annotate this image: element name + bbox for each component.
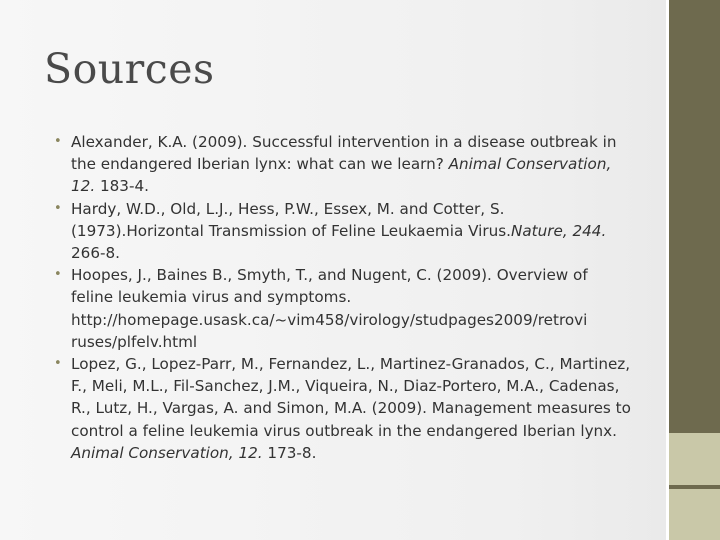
reference-journal: Animal Conservation, 12. [71, 155, 612, 196]
reference-pages: 266-8. [71, 244, 120, 263]
reference-item [54, 131, 634, 198]
reference-list [54, 131, 634, 464]
reference-pages: 173-8. [262, 443, 317, 462]
slide-title: Sources [44, 45, 215, 93]
reference-text: Lopez, G., Lopez-Parr, M., Fernandez, L., Martinez-Granados, C., Martinez, F., Meli, M.L., Fil-Sanchez, J.M., Viqueira, N., Diaz-Portero, M.A., Cadenas, R., Lutz, H., Vargas, A. and Simon, M.A. (2009). Management measures to control a feline leukemia virus outbreak in the endangered Iberian lynx. [71, 355, 631, 440]
reference-item [54, 353, 634, 464]
reference-journal: Animal Conservation, 12. [71, 443, 263, 462]
reference-text: Alexander, K.A. (2009). Successful intervention in a disease outbreak in the endangered Iberian lynx: what can we learn? [71, 133, 617, 174]
reference-pages: 183-4. [95, 177, 149, 196]
bullet-icon: • [54, 200, 62, 216]
decorative-sidebar-stripe [666, 489, 720, 540]
bullet-icon: • [54, 356, 62, 372]
reference-item [54, 198, 634, 265]
reference-journal: Nature, 244. [510, 221, 607, 240]
bullet-icon: • [54, 267, 62, 283]
reference-text: Hardy, W.D., Old, L.J., Hess, P.W., Essex, M. and Cotter, S. (1973).Horizontal Transmission of Feline Leukaemia Virus. [71, 199, 511, 240]
bullet-icon: • [54, 134, 62, 149]
decorative-sidebar-stripe [666, 433, 720, 485]
reference-item [54, 264, 634, 353]
reference-text: Hoopes, J., Baines B., Smyth, T., and Nugent, C. (2009). Overview of feline leukemia virus and symptoms. http://homepage.usask.ca/~vim458/virology/studpages2009/retrovi ruses/plfelv.html [71, 266, 588, 351]
